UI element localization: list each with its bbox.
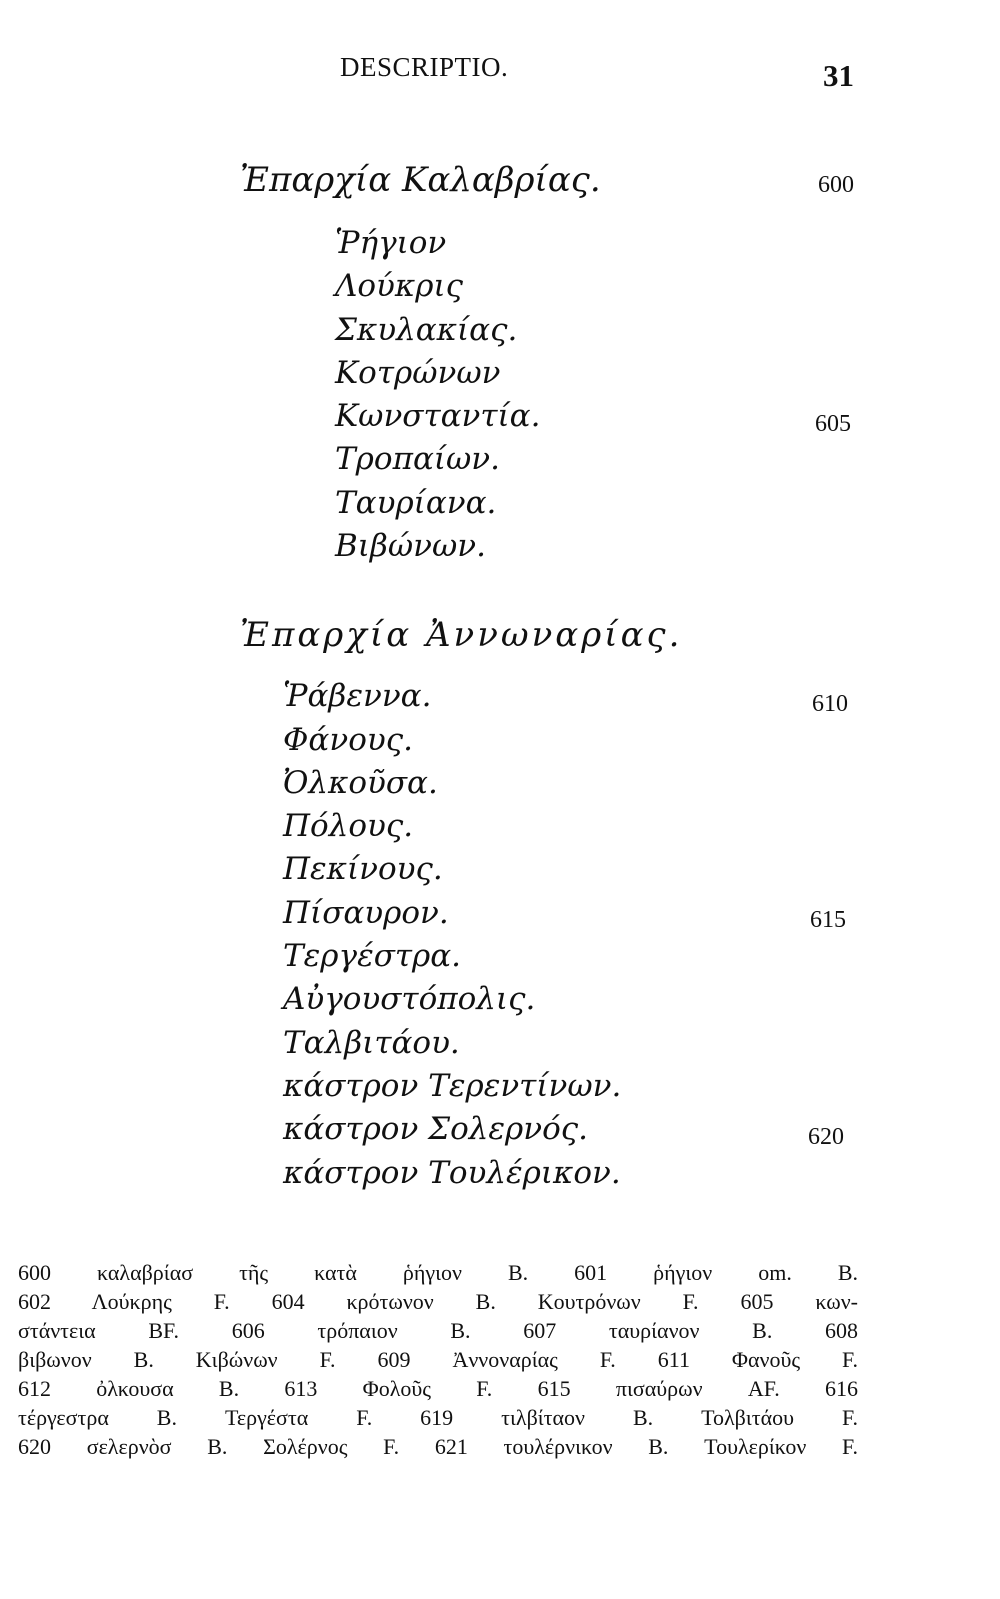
list-item: κάστρον Τουλέρικον. xyxy=(283,1155,621,1191)
list-item: Κοτρώνων xyxy=(335,355,501,391)
list-item: Κωνσταντία. xyxy=(335,398,541,434)
apparatus-line: τέργεστρα B. Τεργέστα F. 619 τιλβίταον B. Τολβιτάου F. xyxy=(18,1405,858,1430)
section-heading-annonaria: Ἐπαρχία Ἀννωναρίας. xyxy=(240,615,683,655)
list-item: Ὀλκοῦσα. xyxy=(283,765,438,801)
apparatus-line: 602 Λούκρης F. 604 κρότωνον B. Κουτρόνων F. 605 κων- xyxy=(18,1289,858,1314)
list-item: Φάνους. xyxy=(283,722,413,758)
section-heading-calabria: Ἐπαρχία Καλαβρίας. xyxy=(240,160,601,200)
line-number-610: 610 xyxy=(812,691,848,717)
list-item: κάστρον Τερεντίνων. xyxy=(283,1068,622,1104)
apparatus-line: 612 ὀλκουσα B. 613 Φολοῦς F. 615 πισαύρων AF. 616 xyxy=(18,1376,858,1401)
list-item: Τεργέστρα. xyxy=(283,938,462,974)
apparatus-line: 600 καλαβρίασ τῆς κατὰ ῥήγιον B. 601 ῥήγιον om. B. xyxy=(18,1260,858,1285)
apparatus-line: 620 σελερνὸσ B. Σολέρνος F. 621 τουλέρνικον B. Τουλερίκον F. xyxy=(18,1434,858,1459)
critical-apparatus xyxy=(18,1258,858,1461)
line-number-600: 600 xyxy=(818,172,854,198)
page-number: 31 xyxy=(823,58,854,93)
line-number-605: 605 xyxy=(815,411,851,437)
line-number-620: 620 xyxy=(808,1124,844,1150)
list-item: κάστρον Σολερνός. xyxy=(283,1111,588,1147)
list-item: Λούκρις xyxy=(335,268,463,304)
line-number-615: 615 xyxy=(810,907,846,933)
list-item: Ῥήγιον xyxy=(335,225,447,261)
list-item: Αὐγουστόπολις. xyxy=(283,981,536,1017)
list-item: Βιβώνων. xyxy=(335,528,486,564)
apparatus-line: βιβωνον B. Κιβώνων F. 609 Ἀννοναρίας F. 611 Φανοῦς F. xyxy=(18,1347,858,1372)
list-item: Πεκίνους. xyxy=(283,851,443,887)
list-item: Ταυρίανα. xyxy=(335,485,497,521)
list-item: Τροπαίων. xyxy=(335,441,501,477)
list-item: Σκυλακίας. xyxy=(335,312,518,348)
list-item: Πίσαυρον. xyxy=(283,895,449,931)
list-item: Ῥάβεννα. xyxy=(283,678,432,714)
apparatus-line: στάντεια BF. 606 τρόπαιον B. 607 ταυρίανον B. 608 xyxy=(18,1318,858,1343)
running-head: DESCRIPTIO. xyxy=(340,52,509,82)
list-item: Ταλβιτάου. xyxy=(283,1025,460,1061)
list-item: Πόλους. xyxy=(283,808,414,844)
